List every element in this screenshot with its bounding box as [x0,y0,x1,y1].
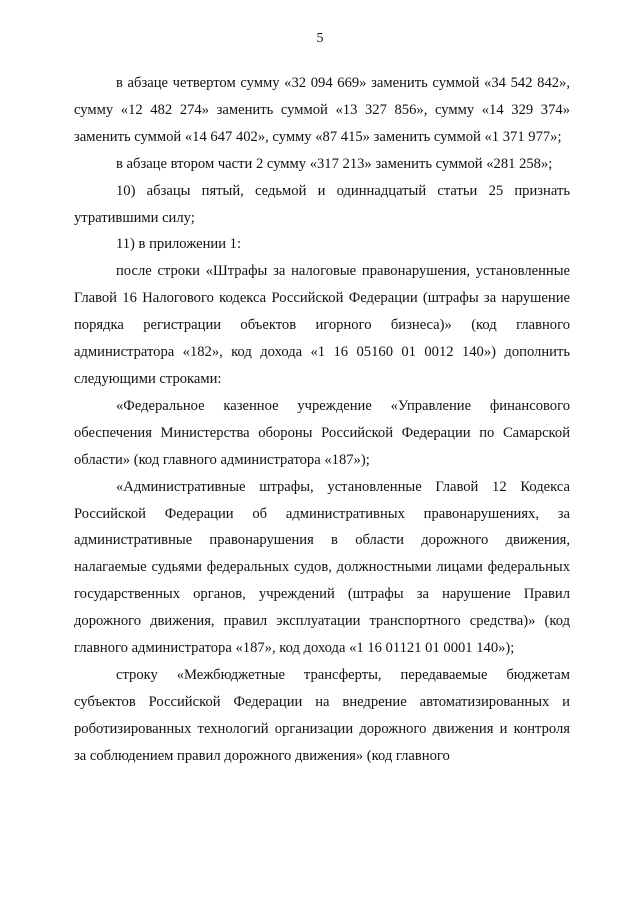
paragraph-amounts-part-2: в абзаце втором части 2 сумму «317 213» заменить суммой «281 258»; [116,155,553,172]
page-number: 5 [316,31,324,46]
paragraph-federal-institution: «Федеральное казенное учреждение «Управление финансового обеспечения Министерства обороны Российской Федерации по Самарской области» (код главного администратора «187»); [74,397,570,468]
document-body [74,70,570,770]
paragraph-item-11: 11) в приложении 1: [116,236,242,253]
paragraph-amounts-abzac-4: в абзаце четвертом сумму «32 094 669» заменить суммой «34 542 842», сумму «12 482 274» заменить суммой «13 327 856», сумму «14 329 374» заменить суммой «14 647 402», сумму «87 415» заменить суммой «1 371 977»; [74,75,570,145]
paragraph-after-row: после строки «Штрафы за налоговые правонарушения, установленные Главой 16 Налогового кодекса Российской Федерации (штрафы за нарушение порядка регистрации объектов игорного бизнеса)» (код главного администратора «182», код дохода «1 16 05160 01 0012 140») дополнить следующими строками: [74,263,570,387]
paragraph-interbudget-transfers: строку «Межбюджетные трансферты, передаваемые бюджетам субъектов Российской Федерации на внедрение автоматизированных и роботизированных технологий организации дорожного движения и контроля за соблюдением правил дорожного движения» (код главного [74,666,570,764]
paragraph-administrative-fines: «Административные штрафы, установленные Главой 12 Кодекса Российской Федерации об административных правонарушениях, за административные правонарушения в области дорожного движения, налагаемые судьями федеральных судов, должностными лицами федеральных государственных органов, учреждений (штрафы за нарушение Правил дорожного движения, правил эксплуатации транспортного средства)» (код главного администратора «187», код дохода «1 16 01121 01 0001 140»); [74,478,570,657]
paragraph-item-10: 10) абзацы пятый, седьмой и одиннадцатый статьи 25 признать утратившими силу; [74,182,570,226]
